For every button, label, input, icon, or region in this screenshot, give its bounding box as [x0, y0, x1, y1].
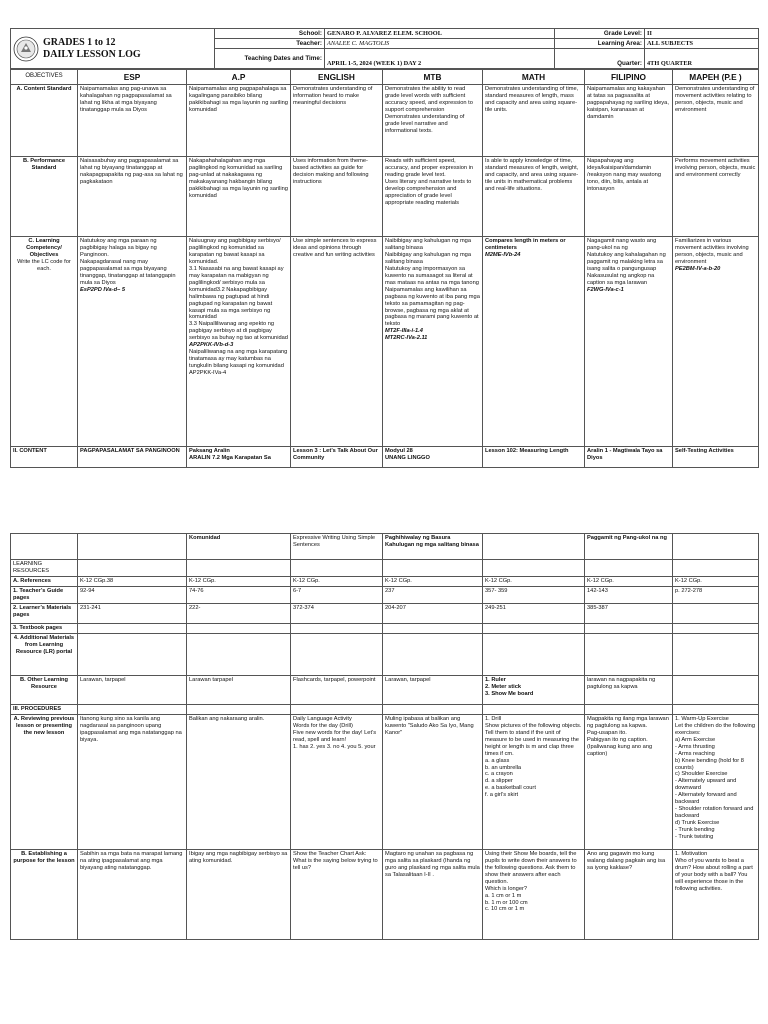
- lesson-log-part1: [10, 28, 758, 468]
- subject-mapeh: MAPEH (P.E ): [673, 70, 759, 85]
- school-label: School:: [215, 29, 325, 39]
- cell: Komunidad: [187, 534, 291, 560]
- lc-code: PE2BM-IV-a-b-20: [675, 265, 721, 272]
- competency-label: C. Learning Competency/ Objectives: [26, 238, 62, 258]
- cell: 357- 359: [483, 586, 585, 603]
- cell: Performs movement activities involving person, objects, music and environment correctly: [673, 157, 759, 237]
- cell: Sabihin sa mga bata na marapat lamang na ating ipagpasalamat ang mga biyayang ating natatanggap.: [78, 849, 187, 939]
- cell: Flashcards, tarpapel, powerpoint: [291, 675, 383, 704]
- header-table: [10, 28, 759, 69]
- cell: 92-94: [78, 586, 187, 603]
- cell: 74-76: [187, 586, 291, 603]
- cell: K-12 CGp.: [187, 577, 291, 587]
- cell: Paksang Aralin ARALIN 7.2 Mga Karapatan Sa: [187, 447, 291, 468]
- competency-text: Naibibigay ang kahulugan ng mga salitang binasa Naibibigay ang kahulugan ng mga salitang binasa Natutukoy ang impormasyon sa kuwento na sumasagot sa literal at mas mataas na antas na mga tanong Naipamamalas ang kawilihan sa pagbasa ng kuwento at iba pang mga teksto sa pamamagitan ng pag-browse, pagbasa ng mga aklat at pagbasa ng marami pang kuwento at teksto: [385, 238, 480, 328]
- cell: Expressive Writing Using Simple Sentences: [291, 534, 383, 560]
- teacher-label: Teacher:: [215, 39, 325, 49]
- cell: 142-143: [585, 586, 673, 603]
- grade-label: Grade Level:: [555, 29, 645, 39]
- cell: [673, 675, 759, 704]
- lc-code: AP2PKK-IVb-d-3: [189, 342, 234, 349]
- subject-esp: ESP: [78, 70, 187, 85]
- quarter-label: Quarter:: [555, 49, 645, 69]
- cell: Daily Language Activity Words for the day (Drill) Five new words for the day! Let’s read, spell and learn! 1. has 2. yes 3. no 4. you 5. your: [291, 714, 383, 849]
- grade-value: II: [645, 29, 759, 39]
- cell: 1. Ruler 2. Meter stick 3. Show Me board: [483, 675, 585, 704]
- cell: K-12 CGp.38: [78, 577, 187, 587]
- subject-filipino: FILIPINO: [585, 70, 673, 85]
- lesson-log-part2: [10, 533, 758, 940]
- procedures-row: [11, 704, 759, 714]
- subject-english: ENGLISH: [291, 70, 383, 85]
- cell: [78, 237, 187, 447]
- subject-ap: A.P: [187, 70, 291, 85]
- content-row: [11, 447, 759, 468]
- cell: [673, 603, 759, 623]
- deped-seal-icon: [13, 36, 39, 62]
- cell: Demonstrates the ability to read grade level words with sufficient accuracy speed, and expression to support comprehension Demonstrates understanding of grade level narrative and informational texts.: [383, 85, 483, 157]
- cell: Modyul 28 UNANG LINGGO: [383, 447, 483, 468]
- cell: Larawan tarpapel: [187, 675, 291, 704]
- lc-code: MT2F-IIIa-i-1.4 MT2RC-IVa-2.11: [385, 328, 428, 342]
- cell: [673, 237, 759, 447]
- row-label: 2. Learner’s Materials pages: [11, 603, 78, 623]
- cell: 249-251: [483, 603, 585, 623]
- cell: [483, 534, 585, 560]
- dates-label: Teaching Dates and Time:: [215, 49, 325, 69]
- cell: [78, 534, 187, 560]
- cell: K-12 CGp.: [291, 577, 383, 587]
- cell: K-12 CGp.: [483, 577, 585, 587]
- cell: Balikan ang nakaraang aralin.: [187, 714, 291, 849]
- row-label: LEARNING RESOURCES: [11, 560, 78, 577]
- competency-text: Use simple sentences to express ideas and opinions through creative and fun writing activities: [293, 238, 377, 258]
- performance-standard-row: [11, 157, 759, 237]
- cell: Using their Show Me boards, tell the pupils to write down their answers to the following questions. Ask them to show their answers after each question. Which is longer? a. 1 cm or 1 m b. 1 m or 100 cm c. 10 cm or 1 m: [483, 849, 585, 939]
- subject-math: MATH: [483, 70, 585, 85]
- competency-text: Nagagamit nang wasto ang pang-ukol na ng Natutukoy ang kahalagahan ng paggamit ng malaking letra sa isang salita o pangungusap Nakasusulat ng angkop na caption sa mga larawan: [587, 238, 666, 286]
- cell: 222-: [187, 603, 291, 623]
- learners-materials-row: [11, 603, 759, 623]
- row-label: II. CONTENT: [11, 447, 78, 468]
- learning-resources-row: [11, 560, 759, 577]
- school-value: GENARO P. ALVAREZ ELEM. SCHOOL: [325, 29, 555, 39]
- cell: Paghihiwalay ng Basura Kahulugan ng mga salitang binasa: [383, 534, 483, 560]
- cell: larawan na nagpapakita ng pagtulong sa kapwa: [585, 675, 673, 704]
- cell: [673, 534, 759, 560]
- cell: Aralin 1 - Magtiwala Tayo sa Diyos: [585, 447, 673, 468]
- subject-mtb: MTB: [383, 70, 483, 85]
- row-label: [11, 237, 78, 447]
- cell: Itanong kung sino sa kanila ang nagdarasal sa panginoon upang ipagpasalamat ang mga natatanggap na biyaya.: [78, 714, 187, 849]
- cell: Ibigay ang mga nagbibigay serbisyo sa ating komunidad.: [187, 849, 291, 939]
- cell: [11, 534, 78, 560]
- cell: Lesson 3 : Let’s Talk About Our Community: [291, 447, 383, 468]
- cell: Magtaro ng unahan sa pagbasa ng mga salita sa plaskard (Ihanda ng guro ang plaskard ng mga salita mula sa Talasalitaan I-II .: [383, 849, 483, 939]
- row-label: A. References: [11, 577, 78, 587]
- cell: Demonstrates understanding of movement activities relating to person, objects, music and environment: [673, 85, 759, 157]
- objectives-heading: OBJECTIVES: [11, 70, 78, 85]
- cell: Demonstrates understanding of information heard to make meaningful decisions: [291, 85, 383, 157]
- title-line1: GRADES 1 to 12: [43, 37, 116, 48]
- competency-text: Naiuugnay ang pagbibigay serbisyo/ paglilingkod ng komunidad sa karapatan ng bawat kasapi sa komunidad. 3.1 Nasasabi na ang bawat kasapi ay may karapatan na mabigyan ng paglilingkod/ serbisyo mula sa komunidad3.2 Nakapagbibigay halimbawa ng pagtupad at hindi pagtupad ng karapatan ng bawat kasapi mula sa mga serbisyo ng komunidad 3.3 Naipalliliwanag ang epekto ng pagbigay serbisyo at di pagbigay serbisyo sa buhay ng tao at komunidad: [189, 238, 288, 342]
- cell: 231-241: [78, 603, 187, 623]
- cell: Naipamamalas ang pagpapahalaga sa kagalingang pansibiko bilang pakikibahagi sa mga layunin ng sariling komunidad: [187, 85, 291, 157]
- cell: Uses information from theme-based activities as guide for decision making and following instructions: [291, 157, 383, 237]
- cell: Show the Teacher Chart Ask: What is the saying below trying to tell us?: [291, 849, 383, 939]
- cell: Larawan, tarpapel: [78, 675, 187, 704]
- objectives-table: [10, 69, 759, 468]
- competency-bold: Compares length in meters or centimeters: [485, 238, 566, 251]
- other-resources-row: [11, 675, 759, 704]
- cell: Nakapahahalagahan ang mga pagliingkod ng komunidad sa sariling pag-unlad at nakakagawa ng makakayanang hakbangin bilang pakikibahagi sa mga layunin ng sariling komunidad: [187, 157, 291, 237]
- content-standard-row: [11, 85, 759, 157]
- cell: Naipamamalas ang kakayahan at tatas sa pagsasalita at pagpapahayag ng sariling ideya, kaisipan, karanasan at damdamin: [585, 85, 673, 157]
- area-value: ALL SUBJECTS: [645, 39, 759, 49]
- cell: 6-7: [291, 586, 383, 603]
- cell: 385-387: [585, 603, 673, 623]
- resources-procedures-table: [10, 533, 759, 940]
- teacher-value: ANALEE C. MAGTOLIS: [325, 39, 555, 49]
- cell: 1. Warm-Up Exercise Let the children do the following exercises: a) Arm Exercise - Arms thrusting - Arms reaching b) Knee bending (hold for 8 counts) c) Shoulder Exercise - Alternately upward and downward - Alternately forward and backward - Shoulder rotation forward and backward d) Trunk Exercise - Trunk bending - Trunk twisting: [673, 714, 759, 849]
- row-label: 1. Teacher’s Guide pages: [11, 586, 78, 603]
- row-label: III. PROCEDURES: [11, 704, 78, 714]
- lr-portal-row: [11, 633, 759, 675]
- cell: [187, 237, 291, 447]
- competency-row: [11, 237, 759, 447]
- competency-text: Familiarizes in various movement activities involving person, objects, music and environment: [675, 238, 749, 265]
- cell: PAGPAPASALAMAT SA PANGINOON: [78, 447, 187, 468]
- area-label: Learning Area:: [555, 39, 645, 49]
- cell: Magpakita ng ilang mga larawan ng pagtulong sa kapwa. Pag-usapan ito. Pabigyan ito ng caption. (Ipaliwanag kung ano ang caption): [585, 714, 673, 849]
- cell: [585, 237, 673, 447]
- row-label: A. Content Standard: [11, 85, 78, 157]
- lc-code: F2WG-IVa-c-1: [587, 286, 624, 293]
- title-line2: DAILY LESSON LOG: [43, 48, 141, 60]
- cell: Lesson 102: Measuring Length: [483, 447, 585, 468]
- competency-text: Natutukoy ang mga paraan ng pagbibigay halaga sa bigay ng Panginoon. Nakapagdarasal nang may pagpapasalamat sa mga biyayang tinanggap, tinatanggap at tatanggapin mula sa Diyos: [80, 238, 176, 286]
- cell: 1. Drill Show pictures of the following objects. Tell them to stand if the unit of measure to be used in measuring the height or length is m and clap three times if cm. a. a glass b. an umbrella c. a crayon d. a slipper e. a basketball court f. a girl’s skirt: [483, 714, 585, 849]
- row-label: B. Other Learning Resource: [11, 675, 78, 704]
- reviewing-row: [11, 714, 759, 849]
- competency-extra: Naipaliliwanag na ang mga karapatang tinatamasa ay may katumbas na tungkulin bilang kasapi ng komunidad AP2PKK-IVa-4: [189, 349, 288, 377]
- cell: K-12 CGp.: [585, 577, 673, 587]
- cell: Is able to apply knowledge of time, standard measures of length, weight, and capacity, and area using square-tile units in mathematical problems and real-life situations.: [483, 157, 585, 237]
- textbook-row: [11, 623, 759, 633]
- cell: Naisasabuhay ang pagpapasalamat sa lahat ng biyayang tinatanggap at nakapagpapakita ng pag-asa sa lahat ng pagkakataon: [78, 157, 187, 237]
- quarter-value: 4TH QUARTER: [645, 49, 759, 69]
- cell: Self-Testing Activities: [673, 447, 759, 468]
- content-continued-row: [11, 534, 759, 560]
- cell: 237: [383, 586, 483, 603]
- subject-header-row: [11, 70, 759, 85]
- cell: Larawan, tarpapel: [383, 675, 483, 704]
- cell: Reads with sufficient speed, accuracy, and proper expression in reading grade level text. Uses literary and narrative texts to develop comprehension and appreciation of grade level appropriate reading materials: [383, 157, 483, 237]
- cell: [483, 237, 585, 447]
- cell: 204-207: [383, 603, 483, 623]
- title-cell: [11, 29, 215, 69]
- references-row: [11, 577, 759, 587]
- dates-value: APRIL 1-5, 2024 (WEEK 1) DAY 2: [325, 49, 555, 69]
- cell: Napapahayag ang ideya/kaisipan/damdamin /reaksyon nang may wastong tono, diin, bilis, antala at intonasyon: [585, 157, 673, 237]
- lc-code: M2ME-IVb-24: [485, 251, 521, 258]
- cell: K-12 CGp.: [383, 577, 483, 587]
- cell: 1. Motivation Who of you wants to beat a drum? How about rolling a part of your body with a ball? You will experience those in the following activities.: [673, 849, 759, 939]
- cell: p. 272-278: [673, 586, 759, 603]
- cell: Demonstrates understanding of time, standard measures of length, mass and capacity and area using square-tile units.: [483, 85, 585, 157]
- lc-code: EsP2PD IVa-d– 5: [80, 286, 125, 293]
- row-label: 3. Textbook pages: [11, 623, 78, 633]
- cell: 372-374: [291, 603, 383, 623]
- row-label: B. Establishing a purpose for the lesson: [11, 849, 78, 939]
- cell: Naipamamalas ang pag-unawa sa kahalagahan ng pagpapasalamat sa lahat ng likha at mga biyayang tinatanggap mula sa Diyos: [78, 85, 187, 157]
- competency-sublabel: Write the LC code for each.: [17, 258, 71, 272]
- purpose-row: [11, 849, 759, 939]
- cell: [383, 237, 483, 447]
- row-label: B. Performance Standard: [11, 157, 78, 237]
- cell: Ano ang gagawin mo kung walang dalang pagkain ang isa sa iyong kaklase?: [585, 849, 673, 939]
- teachers-guide-row: [11, 586, 759, 603]
- cell: K-12 CGp.: [673, 577, 759, 587]
- row-label: A. Reviewing previous lesson or presenting the new lesson: [11, 714, 78, 849]
- cell: Muling ipabasa at balikan ang kuwento "Saludo Ako Sa Iyo, Mang Kanor": [383, 714, 483, 849]
- cell: Paggamit ng Pang-ukol na ng: [585, 534, 673, 560]
- row-label: 4. Additional Materials from Learning Resource (LR) portal: [11, 633, 78, 675]
- cell: [291, 237, 383, 447]
